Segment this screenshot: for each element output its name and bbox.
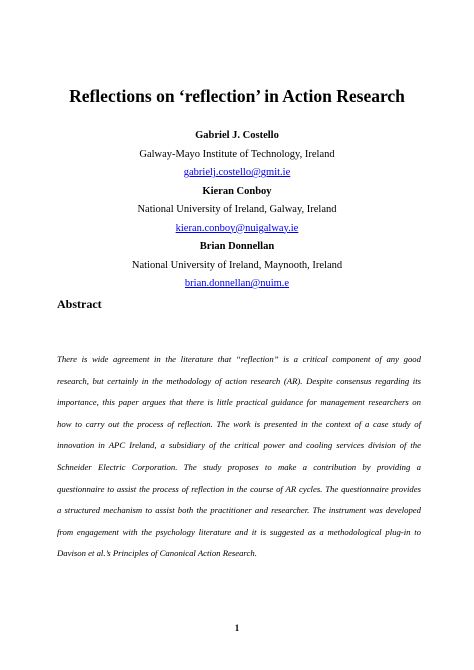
author-email-link[interactable]: kieran.conboy@nuigalway.ie [175,222,299,234]
abstract-line: research, but certainly in the methodology of action research (AR). Despite consensus regarding its [57,375,421,386]
paper-title: Reflections on ‘reflection’ in Action Research [69,86,405,106]
author-name: Gabriel J. Costello [195,130,279,141]
author-name: Brian Donnellan [199,241,275,252]
abstract-body [57,349,421,565]
author-affiliation: Galway-Mayo Institute of Technology, Ireland [139,148,335,160]
abstract-line: There is wide agreement in the literature that “reflection” is a critical component of any good [57,354,421,364]
author-affiliation: National University of Ireland, Galway, Ireland [137,204,337,215]
author-name: Kieran Conboy [202,185,272,197]
author-email-link[interactable]: gabrielj.costello@gmit.ie [183,167,291,178]
author-email-link[interactable]: brian.donnellan@nuim.e [184,278,290,289]
abstract-line: innovation in APC Ireland, a subsidiary of the critical power and cooling services division of the [57,440,421,451]
author-block [0,127,474,294]
abstract-line: from engagement with the psychology literature and it is suggested as a methodological plug-in to [57,526,421,537]
abstract-line: Davison et al.’s Principles of Canonical Action Research. [57,548,257,559]
abstract-line: Schneider Electric Corporation. The study proposes to make a contribution by providing a [57,461,421,472]
page-number: 1 [234,623,240,633]
abstract-heading: Abstract [57,297,102,311]
abstract-line: questionnaire to assist the process of reflection in the course of AR cycles. The questionnaire provides [57,483,421,494]
abstract-line: importance, this paper argues that there is little practical guidance for management researchers on [57,397,421,408]
abstract-line: how to carry out the process of reflection. The work is presented in the context of a case study of [57,418,421,429]
abstract-line: a structured mechanism to assist both the practitioner and researcher. The instrument was developed [57,505,421,516]
author-affiliation: National University of Ireland, Maynooth, Ireland [131,259,343,271]
